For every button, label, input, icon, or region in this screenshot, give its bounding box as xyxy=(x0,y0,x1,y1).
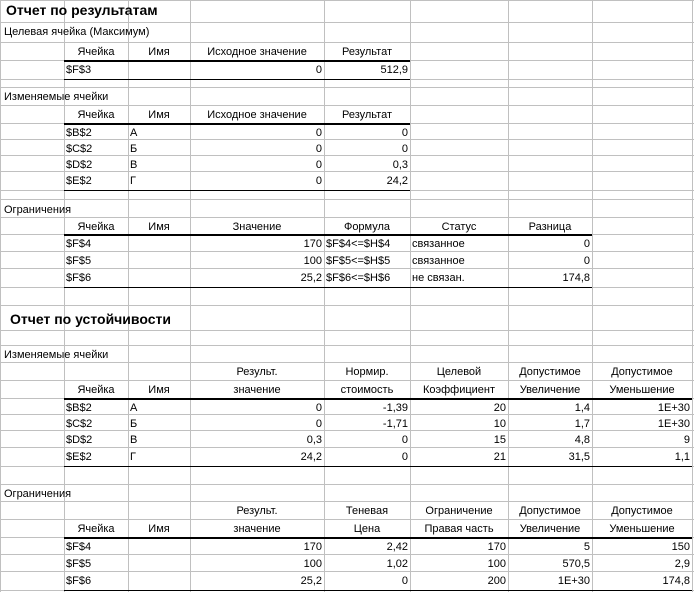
col-header: Увеличение xyxy=(519,523,581,535)
cell-value[interactable]: 25,2 xyxy=(300,272,322,284)
cell-value[interactable]: 0 xyxy=(401,434,408,446)
target-cell-ref[interactable]: $F$3 xyxy=(66,64,92,76)
cell-value[interactable]: 150 xyxy=(671,541,690,553)
constraints-label: Ограничения xyxy=(4,488,72,500)
cell-ref[interactable]: $B$2 xyxy=(66,127,92,139)
col-header: значение xyxy=(233,523,281,535)
cell-value[interactable]: 1E+30 xyxy=(557,575,590,587)
col-header: Исходное значение xyxy=(207,46,307,58)
report2-title: Отчет по устойчивости xyxy=(10,311,171,327)
cell-name[interactable]: Г xyxy=(130,175,136,187)
col-header: Результат xyxy=(341,109,393,121)
cell-name[interactable]: А xyxy=(130,402,138,414)
cell-ref[interactable]: $F$4 xyxy=(66,541,92,553)
cell-value[interactable]: 1E+30 xyxy=(657,418,690,430)
variables-label: Изменяемые ячейки xyxy=(4,91,109,103)
cell-value[interactable]: 174,8 xyxy=(662,575,690,587)
cell-status[interactable]: связанное xyxy=(412,255,465,267)
cell-value[interactable]: 2,42 xyxy=(386,541,408,553)
table-border xyxy=(64,590,692,591)
cell-formula[interactable]: $F$6<=$H$6 xyxy=(326,272,391,284)
cell-value[interactable]: 170 xyxy=(303,238,322,250)
cell-value[interactable]: 0 xyxy=(315,418,322,430)
col-header: Уменьшение xyxy=(609,384,675,396)
col-header: Допустимое xyxy=(611,366,673,378)
cell-formula[interactable]: $F$5<=$H$5 xyxy=(326,255,391,267)
cell-value[interactable]: 15 xyxy=(493,434,506,446)
cell-ref[interactable]: $F$4 xyxy=(66,238,92,250)
cell-value[interactable]: 0 xyxy=(315,159,322,171)
cell-value[interactable]: -1,39 xyxy=(382,402,408,414)
cell-value[interactable]: 24,2 xyxy=(300,451,322,463)
cell-value[interactable]: 200 xyxy=(487,575,506,587)
cell-value[interactable]: 21 xyxy=(493,451,506,463)
table-border xyxy=(64,234,592,236)
cell-ref[interactable]: $C$2 xyxy=(66,143,93,155)
cell-value[interactable]: 1,02 xyxy=(386,558,408,570)
cell-value[interactable]: 100 xyxy=(487,558,506,570)
col-header: Ячейка xyxy=(77,46,115,58)
col-header: Ячейка xyxy=(77,109,115,121)
cell-value[interactable]: 0 xyxy=(315,175,322,187)
col-header: Статус xyxy=(441,221,477,233)
cell-value[interactable]: 4,8 xyxy=(574,434,590,446)
cell-value[interactable]: 9 xyxy=(683,434,690,446)
col-header: Ячейка xyxy=(77,384,115,396)
col-header: стоимость xyxy=(340,384,394,396)
table-border xyxy=(64,123,410,125)
cell-value[interactable]: 170 xyxy=(487,541,506,553)
col-header: Допустимое xyxy=(519,505,581,517)
cell-value[interactable]: 1,4 xyxy=(574,402,590,414)
col-header: Увеличение xyxy=(519,384,581,396)
col-header: Результ. xyxy=(236,505,278,517)
cell-value[interactable]: 0 xyxy=(401,127,408,139)
cell-value[interactable]: 10 xyxy=(493,418,506,430)
cell-ref[interactable]: $D$2 xyxy=(66,159,93,171)
col-header: Результат xyxy=(341,46,393,58)
cell-status[interactable]: не связан. xyxy=(412,272,465,284)
col-header: Ограничение xyxy=(425,505,493,517)
table-border xyxy=(64,466,692,467)
cell-value[interactable]: 0 xyxy=(401,451,408,463)
cell-value[interactable]: 1,7 xyxy=(574,418,590,430)
cell-ref[interactable]: $F$6 xyxy=(66,272,92,284)
cell-ref[interactable]: $E$2 xyxy=(66,175,92,187)
col-header: Теневая xyxy=(345,505,389,517)
table-border xyxy=(64,79,410,80)
cell-value[interactable]: 0 xyxy=(583,238,590,250)
report1-title: Отчет по результатам xyxy=(6,2,158,18)
cell-value[interactable]: 174,8 xyxy=(562,272,590,284)
cell-value[interactable]: 5 xyxy=(583,541,590,553)
cell-value[interactable]: 24,2 xyxy=(386,175,408,187)
variables-label: Изменяемые ячейки xyxy=(4,349,109,361)
col-header: Ячейка xyxy=(77,523,115,535)
col-header: Правая часть xyxy=(424,523,494,535)
col-header: Допустимое xyxy=(519,366,581,378)
cell-value[interactable]: 0 xyxy=(401,143,408,155)
table-border xyxy=(64,398,692,400)
table-border xyxy=(64,287,592,288)
col-header: Допустимое xyxy=(611,505,673,517)
cell-value[interactable]: 1E+30 xyxy=(657,402,690,414)
col-header: Имя xyxy=(148,109,170,121)
target-cell-label: Целевая ячейка (Максимум) xyxy=(4,26,150,38)
cell-ref[interactable]: $B$2 xyxy=(66,402,92,414)
cell-value[interactable]: 1,1 xyxy=(674,451,690,463)
cell-name[interactable]: А xyxy=(130,127,138,139)
target-result[interactable]: 512,9 xyxy=(380,64,408,76)
cell-name[interactable]: Г xyxy=(130,451,136,463)
cell-value[interactable]: 0,3 xyxy=(392,159,408,171)
cell-value[interactable]: -1,71 xyxy=(382,418,408,430)
cell-value[interactable]: 0 xyxy=(401,575,408,587)
cell-ref[interactable]: $F$5 xyxy=(66,255,92,267)
cell-status[interactable]: связанное xyxy=(412,238,465,250)
col-header: Формула xyxy=(343,221,391,233)
cell-ref[interactable]: $F$6 xyxy=(66,575,92,587)
cell-name[interactable]: Б xyxy=(130,143,138,155)
col-header: Имя xyxy=(148,46,170,58)
cell-value[interactable]: 100 xyxy=(303,255,322,267)
cell-value[interactable]: 0 xyxy=(315,143,322,155)
col-header: Уменьшение xyxy=(609,523,675,535)
col-header: значение xyxy=(233,384,281,396)
col-header: Коэффициент xyxy=(422,384,496,396)
table-border xyxy=(64,190,410,191)
col-header: Имя xyxy=(148,384,170,396)
cell-value[interactable]: 20 xyxy=(493,402,506,414)
col-header: Имя xyxy=(148,523,170,535)
col-header: Разница xyxy=(528,221,572,233)
cell-ref[interactable]: $E$2 xyxy=(66,451,92,463)
cell-value[interactable]: 0 xyxy=(315,127,322,139)
cell-value[interactable]: 31,5 xyxy=(568,451,590,463)
table-border xyxy=(64,537,692,539)
cell-ref[interactable]: $C$2 xyxy=(66,418,93,430)
cell-value[interactable]: 0 xyxy=(583,255,590,267)
cell-value[interactable]: 100 xyxy=(303,558,322,570)
col-header: Цена xyxy=(353,523,381,535)
cell-value[interactable]: 170 xyxy=(303,541,322,553)
cell-ref[interactable]: $D$2 xyxy=(66,434,93,446)
cell-value[interactable]: 570,5 xyxy=(562,558,590,570)
constraints-label: Ограничения xyxy=(4,204,72,216)
col-header: Целевой xyxy=(436,366,482,378)
target-initial-value[interactable]: 0 xyxy=(315,64,322,76)
col-header: Результ. xyxy=(236,366,278,378)
cell-value[interactable]: 0 xyxy=(315,402,322,414)
cell-value[interactable]: 2,9 xyxy=(674,558,690,570)
cell-value[interactable]: 0,3 xyxy=(306,434,322,446)
cell-name[interactable]: Б xyxy=(130,418,138,430)
col-header: Ячейка xyxy=(77,221,115,233)
cell-ref[interactable]: $F$5 xyxy=(66,558,92,570)
table-border xyxy=(64,60,410,62)
col-header: Исходное значение xyxy=(207,109,307,121)
col-header: Имя xyxy=(148,221,170,233)
cell-formula[interactable]: $F$4<=$H$4 xyxy=(326,238,391,250)
col-header: Нормир. xyxy=(345,366,389,378)
cell-name[interactable]: В xyxy=(130,434,138,446)
col-header: Значение xyxy=(232,221,282,233)
cell-name[interactable]: В xyxy=(130,159,138,171)
cell-value[interactable]: 25,2 xyxy=(300,575,322,587)
